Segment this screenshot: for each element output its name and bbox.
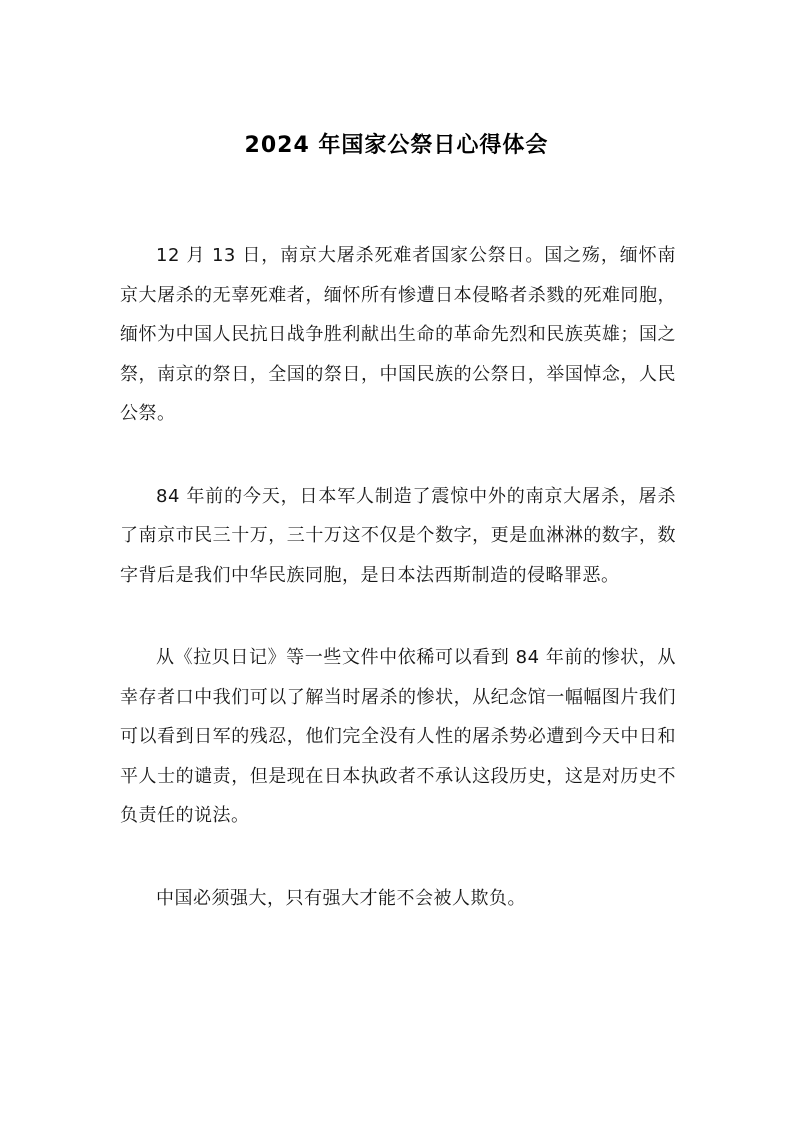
paragraph-3: 从《拉贝日记》等一些文件中依稀可以看到 84 年前的惨状，从幸存者口中我们可以了解当时屠杀的惨状，从纪念馆一幅幅图片我们可以看到日军的残忍，他们完全没有人性的屠杀势必遭到今天中日和平人士的谴责，但是现在日本执政者不承认这段历史，这是对历史不负责任的说法。	[120, 647, 676, 826]
paragraph-1: 12 月 13 日，南京大屠杀死难者国家公祭日。国之殇，缅怀南京大屠杀的无辜死难者，缅怀所有惨遭日本侵略者杀戮的死难同胞，缅怀为中国人民抗日战争胜利献出生命的革命先烈和民族英雄；国之祭，南京的祭日，全国的祭日，中国民族的公祭日，举国悼念，人民公祭。	[120, 245, 676, 424]
document-title: 2024 年国家公祭日心得体会	[244, 133, 549, 158]
document-body	[120, 236, 676, 961]
paragraph-2: 84 年前的今天，日本军人制造了震惊中外的南京大屠杀，屠杀了南京市民三十万，三十万这不仅是个数字，更是血淋淋的数字，数字背后是我们中华民族同胞，是日本法西斯制造的侵略罪恶。	[120, 485, 676, 586]
paragraph-4: 中国必须强大，只有强大才能不会被人欺负。	[156, 887, 526, 909]
